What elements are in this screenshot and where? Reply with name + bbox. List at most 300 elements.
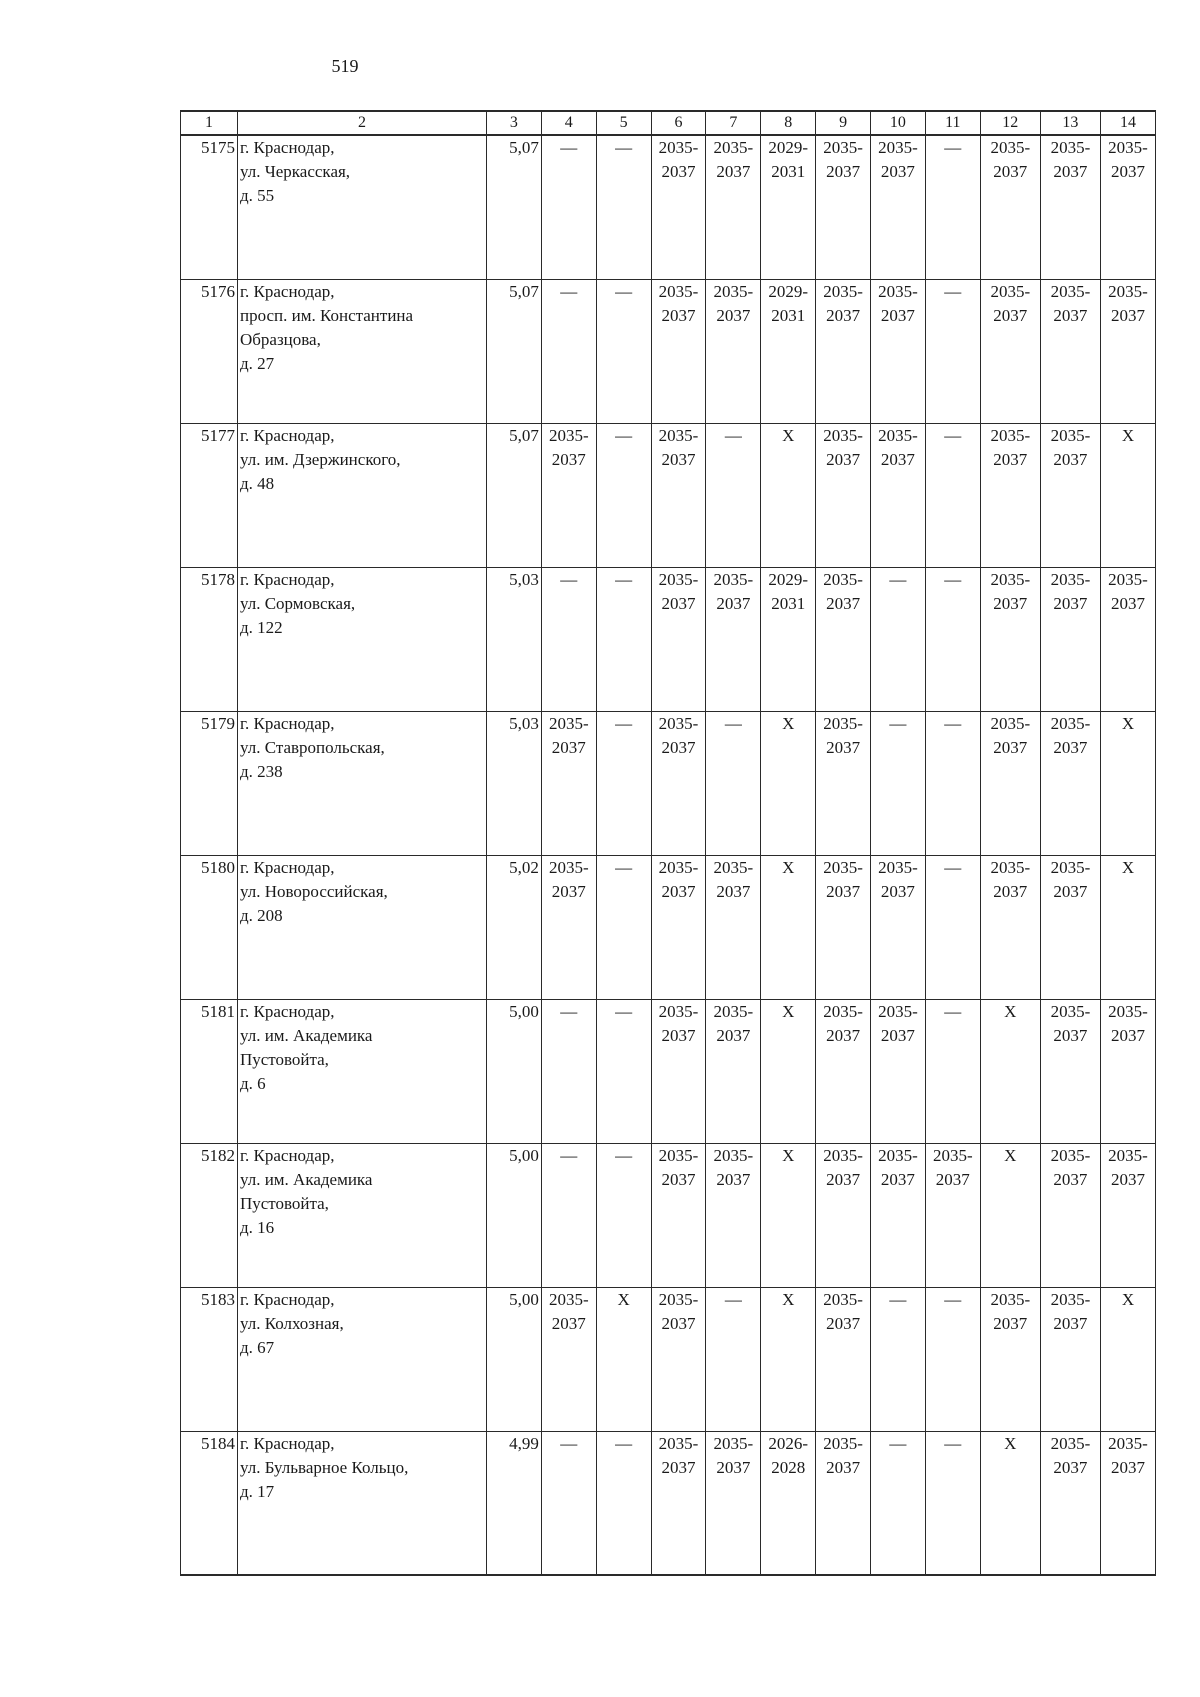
period-cell: — xyxy=(596,1431,651,1575)
period-cell xyxy=(1040,1287,1100,1431)
area-cell: 5,00 xyxy=(486,1143,541,1287)
period-cell: — xyxy=(925,423,980,567)
period-end: 2037 xyxy=(1111,162,1145,181)
period-end: 2037 xyxy=(826,1169,861,1189)
period-cell xyxy=(1101,567,1156,711)
period-cell xyxy=(816,567,871,711)
period-cell xyxy=(1101,279,1156,423)
period-start: 2035- xyxy=(1108,1145,1148,1165)
period-end: 2037 xyxy=(880,305,915,325)
row-number: 5181 xyxy=(181,999,238,1143)
period-cell: Х xyxy=(1101,711,1156,855)
address-line: ул. Новороссийская, xyxy=(239,881,388,901)
period-cell xyxy=(816,999,871,1143)
period-end: 2037 xyxy=(826,162,861,181)
period-start: 2029- xyxy=(768,569,809,589)
period-end: 2037 xyxy=(1053,1169,1088,1189)
period-end: 2037 xyxy=(1111,1169,1145,1189)
period-start: 2035- xyxy=(990,1289,1031,1309)
period-cell xyxy=(1040,567,1100,711)
row-number: 5175 xyxy=(181,135,238,279)
address-line: ул. Колхозная, xyxy=(239,1313,344,1333)
period-start: 2035- xyxy=(878,281,918,301)
address-line: д. 238 xyxy=(239,761,283,781)
period-cell xyxy=(706,567,761,711)
table-row xyxy=(181,711,1156,855)
address-line: д. 208 xyxy=(239,905,283,925)
period-end: 2037 xyxy=(880,162,915,181)
period-cell xyxy=(816,1431,871,1575)
area-cell: 5,07 xyxy=(486,135,541,279)
area-cell: 5,03 xyxy=(486,567,541,711)
period-cell xyxy=(1040,423,1100,567)
period-cell: Х xyxy=(761,1143,816,1287)
period-start: 2035- xyxy=(990,425,1031,445)
period-end: 2037 xyxy=(880,449,915,469)
period-end: 2037 xyxy=(551,1313,586,1333)
period-cell xyxy=(651,135,706,279)
period-start: 2035- xyxy=(1050,138,1091,157)
period-cell: Х xyxy=(761,711,816,855)
period-cell xyxy=(871,135,926,279)
period-cell: — xyxy=(541,279,596,423)
period-start: 2035- xyxy=(823,138,863,157)
period-end: 2037 xyxy=(551,449,586,469)
period-start: 2035- xyxy=(548,425,589,445)
period-start: 2035- xyxy=(878,425,918,445)
period-end: 2037 xyxy=(826,1457,861,1477)
address-cell xyxy=(237,1143,486,1287)
area-cell: 5,02 xyxy=(486,855,541,999)
column-header-9: 9 xyxy=(816,111,871,135)
period-cell: Х xyxy=(761,855,816,999)
period-end: 2037 xyxy=(993,593,1028,613)
period-cell xyxy=(706,135,761,279)
address-cell xyxy=(237,711,486,855)
period-end: 2037 xyxy=(661,1313,696,1333)
period-start: 2035- xyxy=(878,138,918,157)
period-cell: Х xyxy=(1101,423,1156,567)
address-line: г. Краснодар, xyxy=(239,425,335,445)
period-cell xyxy=(1040,135,1100,279)
period-cell: — xyxy=(596,135,651,279)
period-start: 2035- xyxy=(713,281,754,301)
address-line: ул. им. Академика xyxy=(239,1025,373,1045)
period-end: 2037 xyxy=(880,881,915,901)
period-cell: — xyxy=(706,711,761,855)
period-end: 2037 xyxy=(661,449,696,469)
address-cell xyxy=(237,135,486,279)
period-end: 2037 xyxy=(880,1169,915,1189)
column-header-8: 8 xyxy=(761,111,816,135)
period-cell: Х xyxy=(980,999,1040,1143)
period-end: 2037 xyxy=(716,1169,751,1189)
address-line: д. 17 xyxy=(239,1481,275,1501)
period-start: 2035- xyxy=(713,857,754,877)
period-cell: — xyxy=(596,423,651,567)
period-start: 2035- xyxy=(1050,425,1091,445)
period-cell: — xyxy=(871,567,926,711)
area-cell: 5,07 xyxy=(486,423,541,567)
period-start: 2035- xyxy=(658,1145,699,1165)
address-line: д. 55 xyxy=(239,186,275,205)
period-end: 2037 xyxy=(826,1025,861,1045)
period-cell xyxy=(816,135,871,279)
address-cell xyxy=(237,999,486,1143)
period-start: 2035- xyxy=(1050,857,1091,877)
period-end: 2037 xyxy=(993,737,1028,757)
period-cell: — xyxy=(871,1431,926,1575)
period-cell: — xyxy=(706,1287,761,1431)
address-cell xyxy=(237,423,486,567)
address-line: Пустовойта, xyxy=(239,1049,329,1069)
period-cell xyxy=(1101,999,1156,1143)
period-cell xyxy=(1040,855,1100,999)
period-end: 2037 xyxy=(1053,449,1088,469)
period-end: 2037 xyxy=(826,881,861,901)
period-cell xyxy=(816,1143,871,1287)
period-start: 2035- xyxy=(713,1001,754,1021)
period-start: 2035- xyxy=(990,857,1031,877)
period-start: 2035- xyxy=(658,857,699,877)
period-end: 2037 xyxy=(826,737,861,757)
period-cell xyxy=(706,999,761,1143)
period-cell: — xyxy=(596,567,651,711)
table-row xyxy=(181,1431,1156,1575)
period-cell xyxy=(871,279,926,423)
period-cell xyxy=(980,1287,1040,1431)
period-start: 2035- xyxy=(990,713,1031,733)
period-start: 2035- xyxy=(932,1145,973,1165)
period-cell: — xyxy=(541,135,596,279)
period-cell xyxy=(980,855,1040,999)
period-cell: Х xyxy=(761,1287,816,1431)
period-cell xyxy=(651,999,706,1143)
period-cell xyxy=(761,1431,816,1575)
period-start: 2035- xyxy=(548,713,589,733)
period-cell xyxy=(541,1287,596,1431)
period-cell xyxy=(706,1143,761,1287)
period-cell: — xyxy=(925,279,980,423)
period-start: 2035- xyxy=(713,1145,754,1165)
period-cell xyxy=(1101,135,1156,279)
address-line: ул. Ставропольская, xyxy=(239,737,385,757)
address-line: г. Краснодар, xyxy=(239,857,335,877)
address-line: Образцова, xyxy=(239,329,321,349)
period-end: 2037 xyxy=(716,1457,751,1477)
period-start: 2035- xyxy=(823,281,863,301)
column-header-7: 7 xyxy=(706,111,761,135)
period-end: 2037 xyxy=(826,593,861,613)
period-end: 2037 xyxy=(1111,1025,1145,1045)
period-start: 2035- xyxy=(658,281,699,301)
period-end: 2037 xyxy=(551,881,586,901)
period-end: 2037 xyxy=(716,881,751,901)
period-start: 2035- xyxy=(658,713,699,733)
period-start: 2035- xyxy=(878,857,918,877)
period-cell: Х xyxy=(761,423,816,567)
address-line: г. Краснодар, xyxy=(239,713,335,733)
period-start: 2035- xyxy=(878,1145,918,1165)
table-body xyxy=(181,135,1156,1575)
period-cell: — xyxy=(925,567,980,711)
period-cell xyxy=(651,567,706,711)
period-cell: — xyxy=(596,711,651,855)
column-header-14: 14 xyxy=(1101,111,1156,135)
period-end: 2037 xyxy=(716,1025,751,1045)
period-cell xyxy=(651,1431,706,1575)
period-cell xyxy=(871,1143,926,1287)
period-start: 2035- xyxy=(1050,1145,1091,1165)
period-start: 2035- xyxy=(1108,281,1148,301)
period-start: 2035- xyxy=(548,1289,589,1309)
period-cell: — xyxy=(925,1431,980,1575)
period-start: 2035- xyxy=(713,569,754,589)
address-line: д. 67 xyxy=(239,1337,275,1357)
address-line: д. 6 xyxy=(239,1073,266,1093)
period-cell: Х xyxy=(1101,855,1156,999)
address-line: г. Краснодар, xyxy=(239,1145,335,1165)
period-end: 2037 xyxy=(1053,1025,1088,1045)
period-end: 2037 xyxy=(716,162,751,181)
period-end: 2037 xyxy=(826,449,861,469)
address-cell xyxy=(237,1431,486,1575)
period-cell xyxy=(761,279,816,423)
period-start: 2035- xyxy=(548,857,589,877)
row-number: 5182 xyxy=(181,1143,238,1287)
registry-table xyxy=(180,110,1156,1576)
table-row xyxy=(181,999,1156,1143)
period-cell xyxy=(816,855,871,999)
period-cell: Х xyxy=(1101,1287,1156,1431)
period-cell: — xyxy=(541,567,596,711)
period-start: 2035- xyxy=(713,138,754,157)
column-header-5: 5 xyxy=(596,111,651,135)
page-number-text: 519 xyxy=(331,56,359,76)
table-row xyxy=(181,423,1156,567)
row-number: 5178 xyxy=(181,567,238,711)
period-cell xyxy=(871,855,926,999)
address-line: г. Краснодар, xyxy=(239,1001,335,1021)
period-end: 2037 xyxy=(993,449,1028,469)
period-end: 2037 xyxy=(1053,305,1088,325)
period-end: 2037 xyxy=(1053,737,1088,757)
period-start: 2035- xyxy=(823,1289,863,1309)
table-row xyxy=(181,135,1156,279)
period-end: 2037 xyxy=(661,593,696,613)
period-end: 2037 xyxy=(993,881,1028,901)
period-cell: — xyxy=(596,279,651,423)
period-start: 2035- xyxy=(1050,1433,1091,1453)
column-header-4: 4 xyxy=(541,111,596,135)
period-start: 2035- xyxy=(823,569,863,589)
period-cell xyxy=(871,423,926,567)
address-cell xyxy=(237,855,486,999)
period-end: 2037 xyxy=(661,737,696,757)
period-start: 2035- xyxy=(658,1289,699,1309)
period-start: 2029- xyxy=(768,281,809,301)
period-cell xyxy=(1040,999,1100,1143)
period-start: 2035- xyxy=(658,1433,699,1453)
table-row xyxy=(181,1287,1156,1431)
period-start: 2035- xyxy=(1050,1289,1091,1309)
period-cell xyxy=(541,855,596,999)
period-cell: — xyxy=(541,999,596,1143)
address-line: д. 122 xyxy=(239,617,283,637)
period-cell xyxy=(1040,279,1100,423)
period-cell xyxy=(925,1143,980,1287)
period-start: 2035- xyxy=(658,569,699,589)
period-end: 2037 xyxy=(716,305,751,325)
period-cell: — xyxy=(596,1143,651,1287)
address-line: г. Краснодар, xyxy=(239,138,335,157)
address-line: г. Краснодар, xyxy=(239,569,335,589)
period-cell xyxy=(816,279,871,423)
period-cell xyxy=(541,423,596,567)
area-cell: 5,00 xyxy=(486,1287,541,1431)
period-start: 2035- xyxy=(658,425,699,445)
period-cell xyxy=(1040,711,1100,855)
period-cell: — xyxy=(925,855,980,999)
period-start: 2035- xyxy=(823,1433,863,1453)
table-header xyxy=(181,111,1156,135)
period-start: 2035- xyxy=(823,425,863,445)
period-end: 2037 xyxy=(993,1313,1028,1333)
period-start: 2035- xyxy=(658,1001,699,1021)
period-cell xyxy=(1040,1431,1100,1575)
column-header-13: 13 xyxy=(1040,111,1100,135)
period-cell: Х xyxy=(980,1143,1040,1287)
header-row xyxy=(181,111,1156,135)
period-end: 2031 xyxy=(771,305,806,325)
address-line: д. 48 xyxy=(239,473,275,493)
period-start: 2035- xyxy=(823,857,863,877)
period-start: 2035- xyxy=(1108,138,1148,157)
table-row xyxy=(181,279,1156,423)
period-start: 2035- xyxy=(990,569,1031,589)
period-cell xyxy=(651,711,706,855)
period-cell xyxy=(651,1143,706,1287)
period-start: 2035- xyxy=(1050,1001,1091,1021)
period-end: 2037 xyxy=(826,305,861,325)
table-row xyxy=(181,567,1156,711)
address-line: ул. Черкасская, xyxy=(239,162,351,181)
period-end: 2037 xyxy=(1053,881,1088,901)
period-start: 2026- xyxy=(768,1433,809,1453)
column-header-10: 10 xyxy=(871,111,926,135)
period-cell xyxy=(1040,1143,1100,1287)
area-cell: 5,07 xyxy=(486,279,541,423)
period-cell xyxy=(980,567,1040,711)
column-header-12: 12 xyxy=(980,111,1040,135)
address-line: д. 27 xyxy=(239,353,275,373)
address-line: д. 16 xyxy=(239,1217,275,1237)
period-cell xyxy=(871,999,926,1143)
period-end: 2037 xyxy=(880,1025,915,1045)
period-end: 2037 xyxy=(993,162,1028,181)
period-start: 2035- xyxy=(1050,713,1091,733)
period-end: 2037 xyxy=(1111,1457,1145,1477)
period-end: 2037 xyxy=(661,881,696,901)
period-end: 2037 xyxy=(1053,1313,1088,1333)
period-cell xyxy=(651,423,706,567)
address-cell xyxy=(237,279,486,423)
period-cell xyxy=(816,711,871,855)
period-cell: Х xyxy=(980,1431,1040,1575)
period-start: 2035- xyxy=(823,713,863,733)
period-start: 2035- xyxy=(823,1145,863,1165)
row-number: 5184 xyxy=(181,1431,238,1575)
period-cell: — xyxy=(596,855,651,999)
area-cell: 5,03 xyxy=(486,711,541,855)
period-start: 2035- xyxy=(658,138,699,157)
period-start: 2029- xyxy=(768,138,809,157)
period-cell: — xyxy=(596,999,651,1143)
period-cell xyxy=(816,423,871,567)
period-cell xyxy=(980,423,1040,567)
period-cell xyxy=(651,855,706,999)
period-cell: — xyxy=(925,999,980,1143)
period-end: 2037 xyxy=(935,1169,970,1189)
page-number xyxy=(0,56,1200,77)
period-cell xyxy=(706,279,761,423)
period-cell xyxy=(980,135,1040,279)
period-cell: — xyxy=(541,1143,596,1287)
period-start: 2035- xyxy=(1050,281,1091,301)
period-cell xyxy=(706,855,761,999)
column-header-3: 3 xyxy=(486,111,541,135)
period-end: 2037 xyxy=(661,162,696,181)
period-start: 2035- xyxy=(713,1433,754,1453)
area-cell: 5,00 xyxy=(486,999,541,1143)
period-end: 2037 xyxy=(826,1313,861,1333)
period-cell xyxy=(816,1287,871,1431)
period-end: 2037 xyxy=(1053,1457,1088,1477)
period-start: 2035- xyxy=(878,1001,918,1021)
row-number: 5180 xyxy=(181,855,238,999)
period-end: 2031 xyxy=(771,162,806,181)
period-cell: — xyxy=(871,711,926,855)
period-cell xyxy=(651,1287,706,1431)
period-start: 2035- xyxy=(1108,569,1148,589)
row-number: 5177 xyxy=(181,423,238,567)
address-line: г. Краснодар, xyxy=(239,281,335,301)
period-cell xyxy=(980,711,1040,855)
row-number: 5179 xyxy=(181,711,238,855)
address-line: ул. Сормовская, xyxy=(239,593,356,613)
period-end: 2037 xyxy=(661,1025,696,1045)
period-end: 2028 xyxy=(771,1457,806,1477)
address-line: ул. им. Дзержинского, xyxy=(239,449,401,469)
period-end: 2037 xyxy=(661,305,696,325)
period-cell: — xyxy=(871,1287,926,1431)
period-cell: Х xyxy=(596,1287,651,1431)
address-line: ул. Бульварное Кольцо, xyxy=(239,1457,409,1477)
address-line: просп. им. Константина xyxy=(239,305,414,325)
row-number: 5183 xyxy=(181,1287,238,1431)
row-number: 5176 xyxy=(181,279,238,423)
table-row xyxy=(181,1143,1156,1287)
period-cell xyxy=(1101,1431,1156,1575)
period-end: 2037 xyxy=(661,1457,696,1477)
period-cell xyxy=(651,279,706,423)
period-start: 2035- xyxy=(1108,1001,1148,1021)
period-end: 2037 xyxy=(661,1169,696,1189)
period-cell xyxy=(980,279,1040,423)
period-cell xyxy=(706,1431,761,1575)
period-end: 2037 xyxy=(1111,305,1145,325)
period-cell: — xyxy=(541,1431,596,1575)
